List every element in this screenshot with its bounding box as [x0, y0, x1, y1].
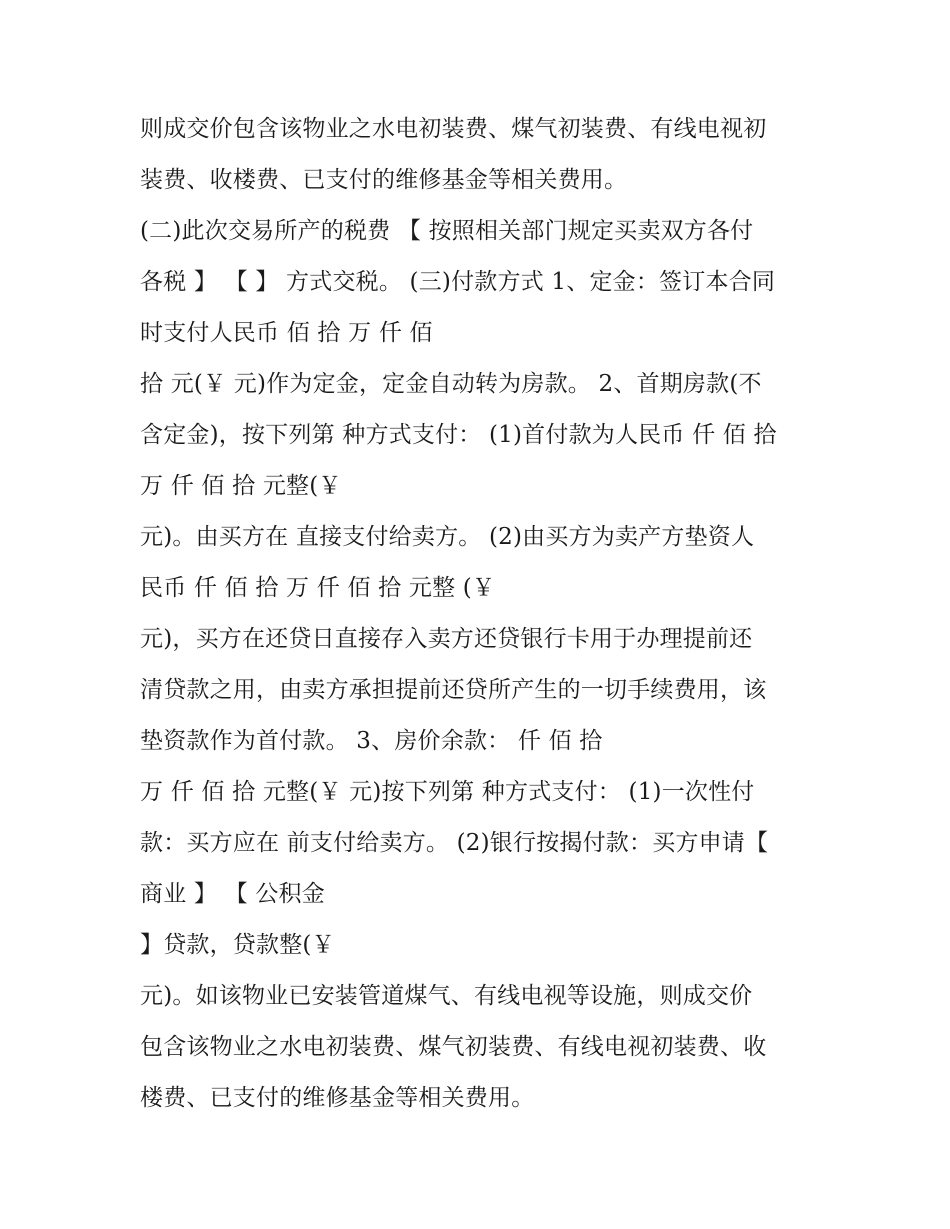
text-line: 元)。如该物业已安装管道煤气、有线电视等设施，则成交价	[140, 983, 753, 1009]
text-line: 含定金)，按下列第 种方式支付： (1)首付款为人民币 仟 佰 拾	[140, 422, 777, 448]
text-line: 】贷款，贷款整(￥	[140, 932, 335, 958]
text-line: 拾 元(￥ 元)作为定金，定金自动转为房款。 2、首期房款(不	[140, 371, 762, 397]
text-line: (二)此次交易所产的税费 【 按照相关部门规定买卖双方各付	[140, 218, 754, 244]
text-line: 包含该物业之水电初装费、煤气初装费、有线电视初装费、收	[140, 1034, 767, 1060]
text-line: 垫资款作为首付款。 3、房价余款： 仟 佰 拾	[140, 728, 603, 754]
text-line: 民币 仟 佰 拾 万 仟 佰 拾 元整 (￥	[140, 575, 496, 601]
text-line: 元)，买方在还贷日直接存入卖方还贷银行卡用于办理提前还	[140, 626, 753, 652]
document-body	[140, 104, 820, 1124]
text-line: 万 仟 佰 拾 元整(￥ 元)按下列第 种方式支付： (1)一次性付	[140, 779, 755, 805]
text-line: 清贷款之用，由卖方承担提前还贷所产生的一切手续费用，该	[140, 677, 767, 703]
text-line: 装费、收楼费、已支付的维修基金等相关费用。	[140, 167, 628, 193]
text-line: 万 仟 佰 拾 元整(￥	[140, 473, 342, 499]
text-line: 商业 】 【 公积金	[140, 881, 325, 907]
text-line: 时支付人民币 佰 拾 万 仟 佰	[140, 320, 433, 346]
text-line: 款：买方应在 前支付给卖方。 (2)银行按揭付款：买方申请【	[140, 830, 769, 856]
text-line: 则成交价包含该物业之水电初装费、煤气初装费、有线电视初	[140, 116, 767, 142]
text-line: 楼费、已支付的维修基金等相关费用。	[140, 1085, 535, 1111]
text-line: 各税 】 【 】 方式交税。 (三)付款方式 1、定金：签订本合同	[140, 269, 776, 295]
text-line: 元)。由买方在 直接支付给卖方。 (2)由买方为卖产方垫资人	[140, 524, 755, 550]
